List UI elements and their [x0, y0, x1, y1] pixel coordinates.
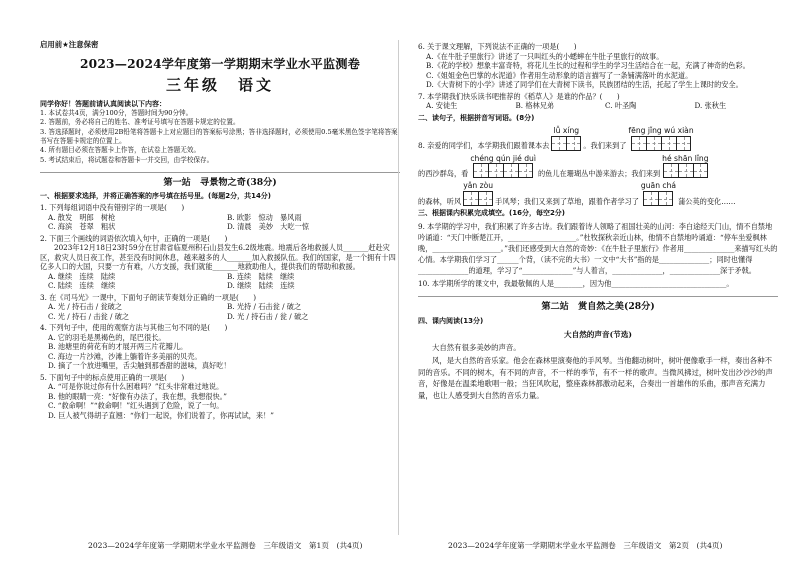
subject-label: 语文 [238, 75, 275, 94]
pinyin-text: hé shān lǐng [662, 153, 709, 163]
pinyin-group [628, 126, 693, 151]
answer-grid[interactable] [663, 163, 708, 178]
question-passage: 2023年12月18日23时59分在甘肃省临夏州积石山县发生6.2级地震。地震后各地救援人员_______赶赴灾区，救灾人员日夜工作，甚至没有时间休息，越来越多的人_______加入救援队伍。我们的国家，是一个拥有十四亿多人口的大国，只要一方有难，八方支援，我们就能_______地救助他人，提供我们的帮助和救援。 [40, 243, 396, 272]
question-5 [40, 373, 400, 421]
options [40, 333, 400, 371]
options [418, 101, 778, 111]
notice-item: 1. 本试卷共4页，满分100分，答题时间为90分钟。 [40, 108, 193, 117]
pinyin-group [551, 126, 581, 151]
sentence-text: 的西沙群岛，看 [418, 169, 469, 179]
pinyin-group [662, 154, 708, 179]
question-6 [418, 42, 778, 90]
notice-item: 3. 答选择题时，必须使用2B铅笔将答题卡上对应题目的答案标号涂黑；答非选择题时，必须使用0.5毫米黑色签字笔将答案书写在答题卡规定的位置上。 [40, 127, 398, 145]
option-d: D.《大青树下的小学》讲述了同学们在大青树下读书，民族团结的生活，托起了学生上课时的安全。 [426, 80, 743, 89]
option-c: C. 海滨 苍翠 粗状 [48, 222, 116, 232]
question-2 [40, 234, 400, 291]
option-d: D. 巨人被气得胡子直翘：“你们一起说，你们说着了，你再试试，来！” [48, 410, 274, 420]
station-1-title: 第一站 寻景物之奇(38分) [40, 172, 400, 189]
option-a: A. 继续 连续 陆续 [48, 271, 116, 281]
options [40, 302, 400, 321]
options [40, 382, 400, 420]
sentence-text: 的鱼儿在珊瑚丛中游来游去；我们来到 [537, 169, 661, 179]
option-d: D. 光 / 持石击 / 瓮 / 破之 [227, 311, 309, 321]
question-stem: 1. 下列每组词语中没有错别字的一项是( ) [40, 203, 185, 213]
exam-subtitle [40, 76, 400, 96]
sentence-text: 的森林，听风 [418, 196, 462, 206]
passage-paragraph: 风，是大自然的音乐家。他会在森林里演奏他的手风琴。当他翻动树叶，树叶便像歌手一样，奏出各种不同的音乐。不同的树木，有不同的声音，不一样的季节，有不一样的歌声。当微风拂过，树叶发出沙沙沙的声音，好像是在温柔地歌唱一般；当狂风吹起，整座森林都激动起来，合奏出一首雄伟的乐曲，那声音充满力量，也让人感受到大自然的音乐力量。 [418, 356, 773, 400]
option-c: C. 光 / 持石 / 击瓮 / 破之 [48, 311, 130, 321]
notice-item: 4. 所有题目必须在答题卡上作答，在试卷上答题无效。 [40, 146, 201, 155]
pinyin-text: guān chá [640, 181, 677, 191]
option-b: B. 光持 / 石击瓮 / 破之 [227, 302, 302, 312]
section-2-heading: 二、读句子，根据拼音写词语。(8分) [418, 113, 535, 122]
page-2 [418, 40, 778, 535]
page-1-footer: 2023—2024学年度第一学期期末学业水平监测卷 三年级语文 第1页 (共4页) [88, 541, 363, 550]
pinyin-text: fēng jǐng wú xiàn [628, 125, 694, 135]
question-stem: 4. 下列句子中，使用的观察方法与其他三句不同的是( ) [40, 323, 228, 333]
option-d: D. 清晨 美妙 大吃一惊 [227, 222, 309, 232]
pinyin-group [641, 181, 676, 206]
question-3 [40, 293, 400, 322]
answer-grid[interactable] [473, 163, 533, 178]
question-10: 10. 本学期所学的课文中，我最敬佩的人是________，因为他________________________________。 [418, 279, 734, 289]
question-7 [418, 92, 778, 111]
option-a: A.《在牛肚子里旅行》讲述了一只叫红头的小蟋蟀在牛肚子里旅行的故事。 [426, 51, 664, 61]
question-9: 9. 本学期的学习中，我们积累了许多古诗。我们跟着诗人领略了祖国壮美的山河：李白途经天门山，情不自禁地吟诵道：“天门中断楚江开，___________________。”杜牧探秋亲近山林，他情不自禁地吟诵道：“停车坐爱枫林晚，___________________。”我们还感受到大自然的奇妙：《在牛肚子里旅行》作者用______________来描写红头的心情。本学期我们学习了______个背，（读不完的大书）一文中“大书”指的是______________；同时也懂得______________的道理，学习了“______________”与人着言，______________，______________深于矛戟。 [418, 221, 778, 276]
option-c: C.《姐姐金色巴掌的水泥道》作者用生动形象的语言描写了一条铺满落叶的水泥道。 [426, 70, 693, 80]
option-c: C. “救命啊！”“救命啊！”红头遇到了危险，说了一句。 [48, 401, 224, 411]
option-c: C. 海边一片沙滩，沙滩上躺着许多美丽的贝壳。 [48, 351, 202, 361]
option-a: A. 光 / 持石击 / 瓮破之 [48, 302, 123, 312]
section-1-heading: 一、根据要求选择，并将正确答案的序号填在括号里。(每题2分，共14分) [40, 192, 272, 201]
option-d: D. 张秋生 [694, 101, 727, 110]
pinyin-group [463, 181, 493, 206]
pinyin-row-3 [418, 181, 778, 206]
answer-grid[interactable] [643, 191, 673, 206]
option-b: B. 连续 陆续 继续 [227, 271, 295, 281]
passage-paragraph: 大自然有很多美妙的声音。 [432, 342, 521, 352]
passage-title: 大自然的声音(节选) [564, 329, 632, 339]
question-stem: 5. 下面句子中的标点使用正确的一项是( ) [40, 372, 185, 382]
section-3-heading: 三、根据课内积累完成填空。(16分，每空2分) [418, 209, 566, 218]
option-b: B.《花的学校》想象丰富奇特，将花儿生长的过程和学生的学习生活结合在一起，充满了神奇的色彩。 [426, 61, 750, 70]
option-a: A. 安徒生 [426, 101, 458, 110]
pinyin-text: lǚ xíng [553, 125, 580, 135]
page-2-footer: 2023—2024学年度第一学期期末学业水平监测卷 三年级语文 第2页 (共4页) [448, 541, 723, 550]
pinyin-row-1 [418, 126, 778, 151]
section-4-heading: 四、课内阅读(13分) [418, 316, 484, 325]
option-b: B. 池塘里的荷花有的才展开两三片花瓣儿。 [48, 342, 188, 352]
sentence-text: 蒲公英的变化…… [678, 196, 736, 206]
answer-grid[interactable] [463, 191, 493, 206]
option-c: C. 叶圣陶 [605, 101, 637, 110]
option-b: B. 格林兄弟 [515, 101, 555, 110]
pinyin-text: yǎn zòu [463, 181, 494, 191]
option-a: A. 它的羽毛是黑褐色的，尾巴很长。 [48, 332, 166, 342]
question-4 [40, 323, 400, 371]
option-d: D. 继续 陆续 连续 [227, 281, 295, 291]
question-1 [40, 203, 400, 232]
notice-heading: 同学你好！答题前请认真阅读以下内容： [40, 99, 166, 108]
pinyin-group [470, 154, 536, 179]
option-a: A. 散发 明郎 树枪 [48, 212, 116, 222]
notice-item: 5. 考试结束后，将试题卷和答题卡一并交回，由学校保存。 [40, 155, 214, 164]
confidential-label: 启用前★注意保密 [40, 40, 99, 49]
question-stem: 3. 在《司马光》一课中，下面句子朗读节奏划分正确的一项是( ) [40, 292, 257, 302]
page-divider [398, 40, 399, 535]
options [40, 272, 400, 291]
answer-grid[interactable] [631, 136, 691, 151]
answer-grid[interactable] [551, 136, 581, 151]
grade-label: 三年级 [165, 75, 220, 94]
page-1 [40, 40, 400, 535]
option-b: B. 他的眼睛一亮：“好像有办法了，我在想，我想很快。” [48, 391, 227, 401]
pinyin-text: chéng qún jié duì [470, 153, 536, 163]
option-b: B. 欧影 惊动 暴风雨 [227, 212, 302, 222]
options [40, 213, 400, 232]
pinyin-row-2 [418, 154, 778, 179]
station-2-title: 第二站 赏自然之美(28分) [418, 296, 778, 313]
exam-title: 2023—2024学年度第一学期期末学业水平监测卷 [79, 56, 361, 71]
sentence-text: 8. 亲爱的同学们，本学期我们跟着课本去 [418, 141, 550, 151]
sentence-text: 手风琴；我们又来到了草地，跟着作者学习了 [495, 196, 639, 206]
option-a: A. “可是你说过你有什么困难吗？”红头非常难过地说。 [48, 382, 224, 392]
notice-item: 2. 答题前，务必将自己的姓名、准考证号填写在答题卡规定的位置。 [40, 118, 240, 127]
notice-block [40, 100, 400, 165]
sentence-text: 。我们来到了 [583, 141, 627, 151]
question-stem: 7. 本学期我们快乐读书吧推荐的《稻草人》是谁的作品？( ) [418, 91, 620, 101]
option-d: D. 摘了一个放进嘴里，舌尖触到那香甜的滋味，真好吃！ [48, 361, 231, 371]
question-stem: 2. 下面三个画线的词语依次填入句中，正确的一项是( ) [40, 233, 228, 243]
option-c: C. 陆续 连续 继续 [48, 281, 116, 291]
options [418, 52, 778, 90]
question-stem: 6. 关于课文理解，下列说法不正确的一项是( ) [418, 42, 577, 51]
